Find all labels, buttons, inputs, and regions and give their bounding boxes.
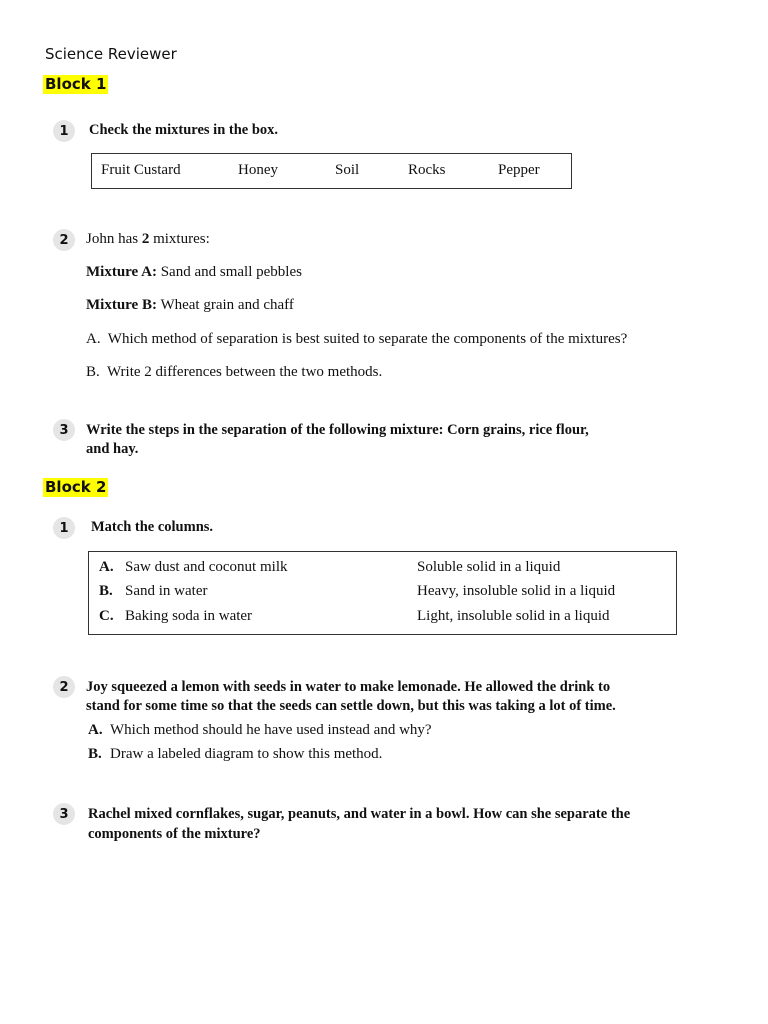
question-number-badge: 1 [53,517,75,539]
mixture-item: Pepper [498,162,540,178]
row-left: Baking soda in water [125,608,253,624]
intro-text: John has [86,231,142,247]
match-table [88,551,677,635]
row-right: Soluble solid in a liquid [417,559,561,575]
part-label: A. [88,722,103,738]
question-part-b: B. Write 2 differences between the two methods. [86,364,383,380]
match-row [99,608,666,630]
question-line: stand for some time so that the seeds can settle down, but this was taking a lot of time. [86,698,616,714]
part-text: Which method should he have used instead and why? [110,722,432,738]
intro-text: mixtures: [149,231,210,247]
mixture-item: Rocks [408,162,446,178]
match-row [99,559,666,581]
row-letter: A. [99,559,114,575]
row-letter: B. [99,583,113,599]
question-number-badge: 2 [53,676,75,698]
question-number-badge: 3 [53,803,75,825]
mixture-a-label: Mixture A: [86,264,157,280]
question-line: Rachel mixed cornflakes, sugar, peanuts, and water in a bowl. How can she separate the [88,806,631,822]
match-row [99,583,666,605]
mixture-a-text: Sand and small pebbles [156,264,302,280]
question-intro [86,231,210,248]
question-number-badge: 1 [53,120,75,142]
row-left: Saw dust and coconut milk [125,559,288,575]
mixture-b-text: Wheat grain and chaff [156,297,294,313]
question-line: Write the steps in the separation of the following mixture: Corn grains, rice flour, [86,422,589,438]
block-1-heading: Block 1 [45,75,107,93]
page-title: Science Reviewer [45,45,177,63]
mixture-box [91,153,572,189]
intro-count: 2 [141,231,150,247]
row-letter: C. [99,608,114,624]
question-part-b [88,746,383,763]
block-2-heading: Block 2 [45,478,107,496]
mixture-a-line [86,264,302,281]
row-right: Heavy, insoluble solid in a liquid [417,583,616,599]
question-line: components of the mixture? [88,826,261,842]
row-right: Light, insoluble solid in a liquid [417,608,610,624]
question-line: Joy squeezed a lemon with seeds in water to make lemonade. He allowed the drink to [86,679,611,695]
question-part-a [88,722,432,739]
question-number-badge: 3 [53,419,75,441]
mixture-b-label: Mixture B: [86,297,157,313]
mixture-item: Fruit Custard [101,162,181,178]
row-left: Sand in water [125,583,208,599]
part-label: B. [88,746,102,762]
question-number-badge: 2 [53,229,75,251]
question-prompt: Match the columns. [91,519,214,535]
mixture-b-line [86,297,294,314]
question-part-a: A. Which method of separation is best suited to separate the components of the mixtures? [86,331,628,347]
question-line: and hay. [86,441,139,457]
mixture-item: Soil [335,162,360,178]
part-text: Draw a labeled diagram to show this method. [110,746,383,762]
mixture-item: Honey [238,162,278,178]
question-prompt: Check the mixtures in the box. [89,122,279,138]
